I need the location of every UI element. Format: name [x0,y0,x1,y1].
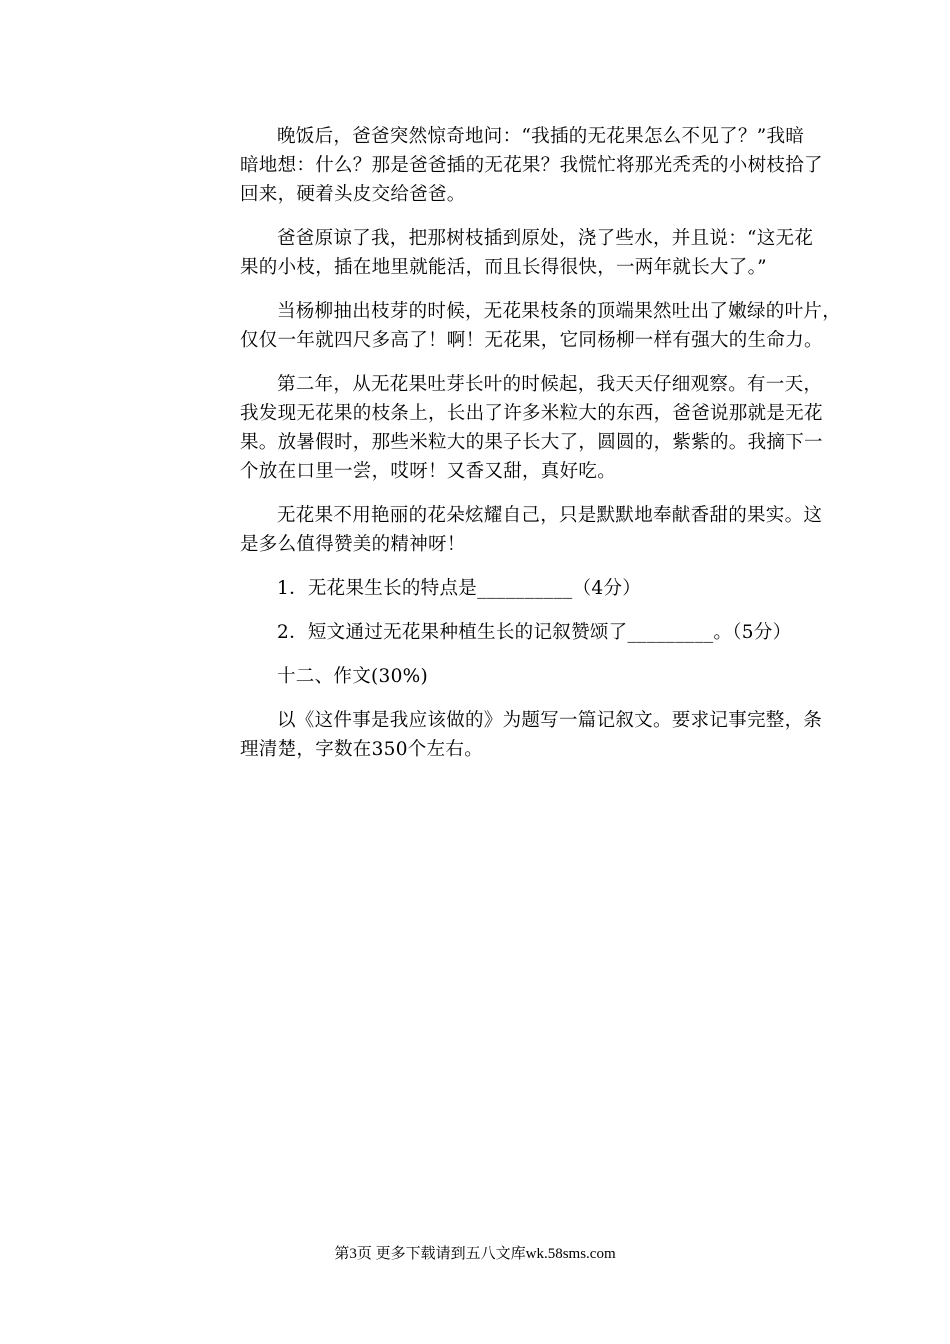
question-2 [203,618,803,647]
composition-prompt [203,706,823,764]
text-line: 爸爸原谅了我，把那树枝插到原处，浇了些水，并且说：“这无花 [277,228,814,249]
paragraph-father-forgives [203,224,814,282]
paragraph-willow [203,297,842,355]
text-line: 第二年，从无花果吐芽长叶的时候起，我天天仔细观察。有一天， [277,374,823,395]
text-line: 回来，硬着头皮交给爸爸。 [240,184,466,205]
text-line: 我发现无花果的枝条上，长出了许多米粒大的东西，爸爸说那就是无花 [240,403,823,424]
question-1 [203,574,803,603]
text-line: 暗地想：什么？那是爸爸插的无花果？我慌忙将那光秃秃的小树枝拾了 [240,155,823,176]
paragraph-conclusion [203,501,823,559]
question-text: 1．无花果生长的特点是__________（4分） [277,578,642,599]
text-line: 是多么值得赞美的精神呀！ [240,534,466,555]
document-body [203,122,842,779]
section-heading-composition [203,662,803,691]
paragraph-dinner [203,122,823,209]
text-line: 以《这件事是我应该做的》为题写一篇记叙文。要求记事完整，条 [277,710,823,731]
text-line: 果。放暑假时，那些米粒大的果子长大了，圆圆的，紫紫的。我摘下一 [240,432,823,453]
page-footer: 第3页 更多下载请到五八文库wk.58sms.com [334,1246,616,1262]
text-line: 理清楚，字数在350个左右。 [240,739,484,760]
text-line: 仅仅一年就四尺多高了！啊！无花果，它同杨柳一样有强大的生命力。 [240,330,823,351]
text-line: 果的小枝，插在地里就能活，而且长得很快，一两年就长大了。” [240,257,767,278]
text-line: 个放在口里一尝，哎呀！又香又甜，真好吃。 [240,461,617,482]
text-line: 当杨柳抽出枝芽的时候，无花果枝条的顶端果然吐出了嫩绿的叶片， [277,301,842,322]
section-heading: 十二、作文(30%) [277,666,429,687]
text-line: 无花果不用艳丽的花朵炫耀自己，只是默默地奉献香甜的果实。这 [277,505,823,526]
text-line: 晚饭后，爸爸突然惊奇地问：“我插的无花果怎么不见了？”我暗 [277,126,805,147]
question-text: 2．短文通过无花果种植生长的记叙赞颂了_________。（5分） [277,622,792,643]
paragraph-second-year [203,370,823,486]
